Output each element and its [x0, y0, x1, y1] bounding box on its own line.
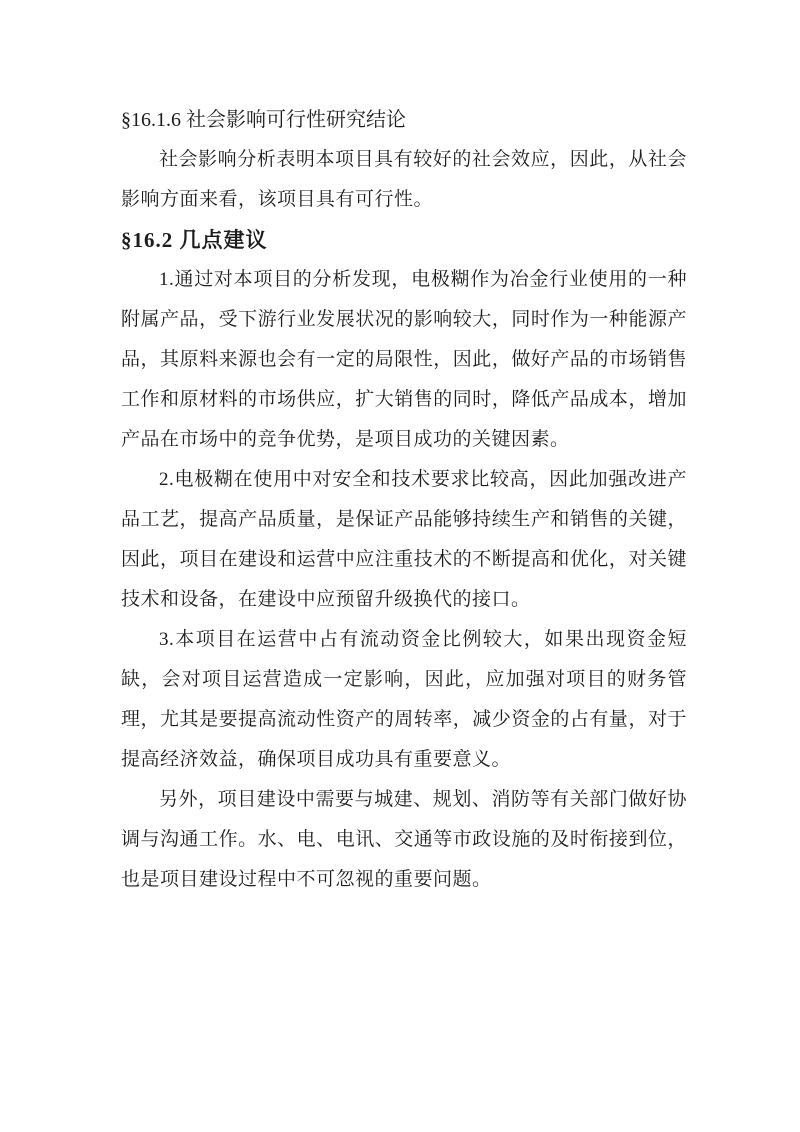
- paragraph-suggestion-1: 1.通过对本项目的分析发现，电极糊作为冶金行业使用的一种附属产品，受下游行业发展状况的影响较大，同时作为一种能源产品，其原料来源也会有一定的局限性，因此，做好产品的市场销售工作和原材料的市场供应，扩大销售的同时，降低产品成本，增加产品在市场中的竞争优势，是项目成功的关键因素。: [121, 269, 687, 450]
- paragraph-closing-remarks: 另外，项目建设中需要与城建、规划、消防等有关部门做好协调与沟通工作。水、电、电讯、交通等市政设施的及时衔接到位，也是项目建设过程中不可忽视的重要问题。: [121, 789, 687, 890]
- paragraph-suggestion-3: 3.本项目在运营中占有流动资金比例较大，如果出现资金短缺，会对项目运营造成一定影响，因此，应加强对项目的财务管理，尤其是要提高流动性资产的周转率，减少资金的占有量，对于提高经济效益，确保项目成功具有重要意义。: [121, 629, 687, 770]
- section-heading-16-1-6: §16.1.6 社会影响可行性研究结论: [121, 109, 406, 131]
- document-content: [121, 100, 687, 900]
- section-heading-16-2: §16.2 几点建议: [121, 228, 268, 252]
- paragraph-suggestion-2: 2.电极糊在使用中对安全和技术要求比较高，因此加强改进产品工艺，提高产品质量，是保证产品能够持续生产和销售的关键，因此，项目在建设和运营中应注重技术的不断提高和优化，对关键技术和设备，在建设中应预留升级换代的接口。: [121, 469, 687, 610]
- paragraph-social-impact-conclusion: 社会影响分析表明本项目具有较好的社会效应，因此，从社会影响方面来看，该项目具有可行性。: [121, 149, 687, 210]
